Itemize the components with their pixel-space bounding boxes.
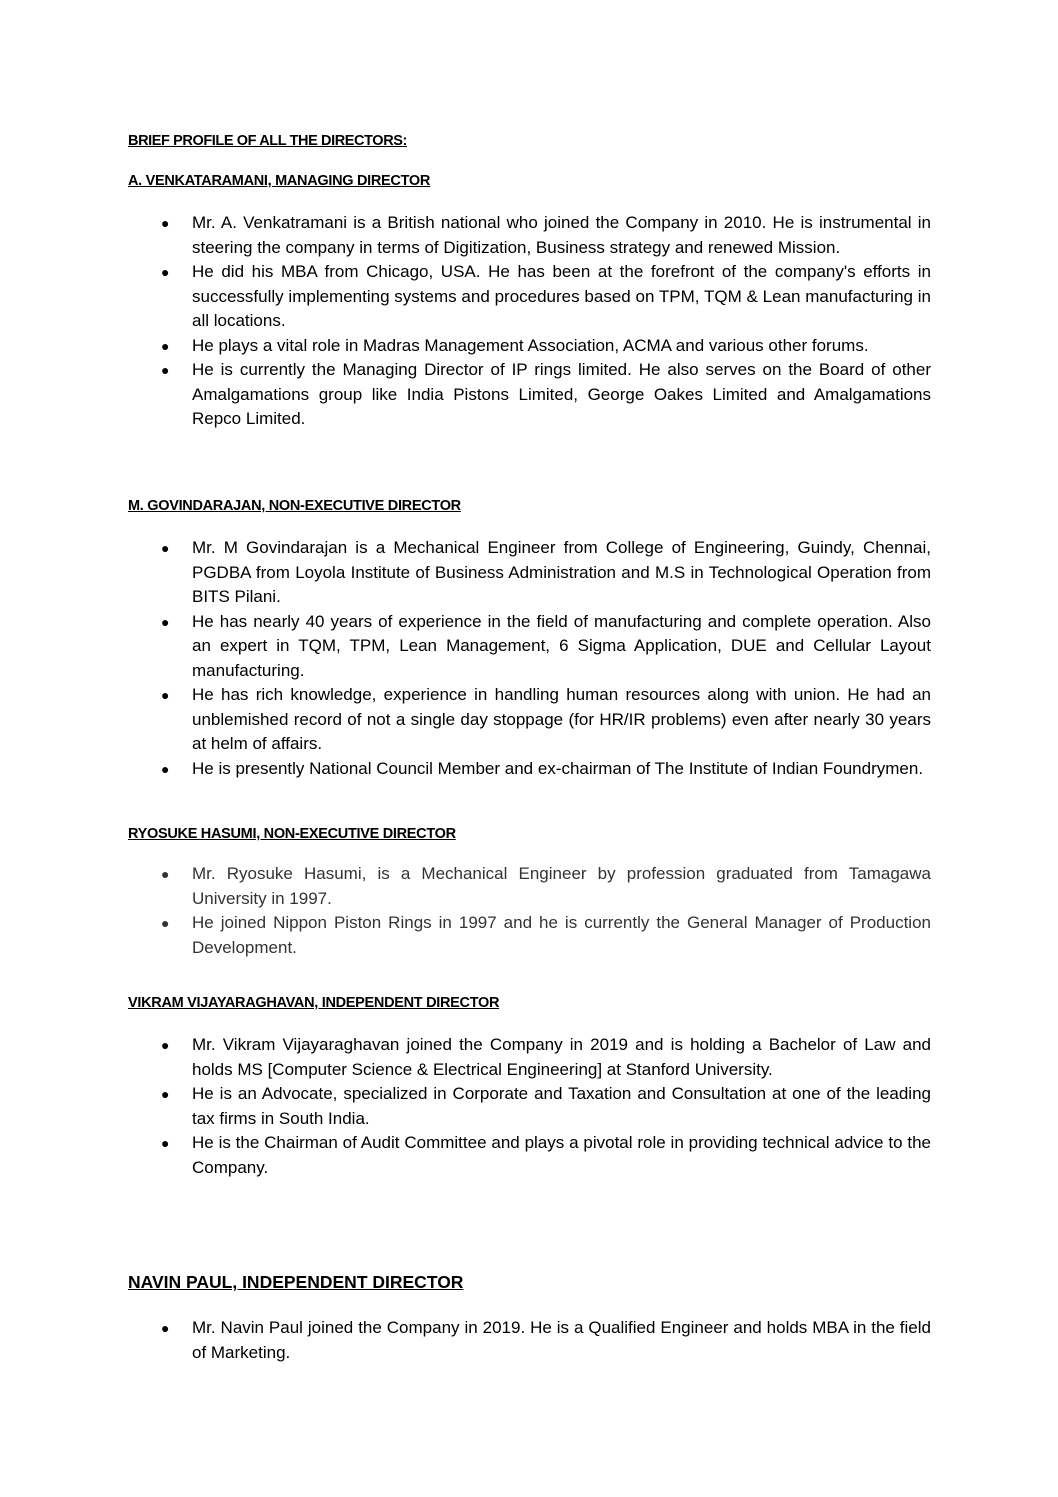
list-item (128, 211, 931, 260)
bullet-icon: ● (161, 540, 170, 556)
bullet-icon: ● (161, 337, 170, 354)
list-item-text: He is an Advocate, specialized in Corporate and Taxation and Consultation at one of the leading tax firms in South India. (192, 1084, 931, 1128)
director-section-hasumi (128, 826, 931, 960)
section-title: VIKRAM VIJAYARAGHAVAN, INDEPENDENT DIRECTOR (128, 995, 500, 1011)
list-item-text: He has nearly 40 years of experience in the field of manufacturing and complete operation. Also an expert in TQM, TPM, Lean Management, 6 Sigma Application, DUE and Cellular Layout manufacturing. (192, 611, 931, 680)
list-item (128, 911, 931, 960)
bullet-icon: ● (161, 1086, 170, 1102)
section-title: RYOSUKE HASUMI, NON-EXECUTIVE DIRECTOR (128, 826, 456, 842)
list-item-text: Mr. M Govindarajan is a Mechanical Engineer from College of Engineering, Guindy, Chennai, PGDBA from Loyola Institute of Business Administration and M.S in Technological Operation from BITS Pilani. (192, 538, 931, 606)
section-title: M. GOVINDARAJAN, NON-EXECUTIVE DIRECTOR (128, 498, 461, 514)
list-item (128, 1131, 931, 1180)
list-item-text: He is currently the Managing Director of IP rings limited. He also serves on the Board of other Amalgamations group like India Pistons Limited, George Oakes Limited and Amalgamations Repco Limited. (192, 360, 931, 428)
list-item-text: Mr. Vikram Vijayaraghavan joined the Company in 2019 and is holding a Bachelor of Law and holds MS [Computer Science & Electrical Engineering] at Stanford University. (192, 1035, 931, 1079)
bullet-icon: ● (161, 1135, 170, 1151)
bullet-icon: ● (161, 1037, 170, 1053)
bullet-list (128, 211, 931, 432)
list-item (128, 862, 931, 911)
list-item-text: He did his MBA from Chicago, USA. He has been at the forefront of the company's efforts in successfully implementing systems and procedures based on TPM, TQM & Lean manufacturing in all locations. (192, 262, 931, 330)
list-item-text: Mr. A. Venkatramani is a British national who joined the Company in 2010. He is instrumental in steering the company in terms of Digitization, Business strategy and renewed Mission. (192, 213, 931, 257)
bullet-icon: ● (161, 866, 170, 882)
bullet-icon: ● (161, 215, 170, 231)
list-item (128, 1082, 931, 1131)
list-item (128, 610, 931, 684)
page-title: BRIEF PROFILE OF ALL THE DIRECTORS: (128, 133, 407, 149)
list-item (128, 757, 931, 782)
director-section-vijayaraghavan (128, 995, 931, 1180)
bullet-list (128, 862, 931, 960)
bullet-list (128, 1316, 931, 1365)
list-item-text: Mr. Navin Paul joined the Company in 2019. He is a Qualified Engineer and holds MBA in the field of Marketing. (192, 1318, 931, 1362)
list-item (128, 1316, 931, 1365)
list-item (128, 536, 931, 610)
list-item-text: He is the Chairman of Audit Committee and plays a pivotal role in providing technical advice to the Company. (192, 1133, 931, 1177)
list-item (128, 683, 931, 757)
list-item-text: He has rich knowledge, experience in handling human resources along with union. He had an unblemished record of not a single day stoppage (for HR/IR problems) even after nearly 30 years at helm of affairs. (192, 685, 931, 753)
bullet-icon: ● (161, 915, 170, 931)
list-item (128, 260, 931, 334)
list-item (128, 334, 931, 359)
bullet-list (128, 1033, 931, 1180)
bullet-icon: ● (161, 687, 170, 703)
list-item (128, 358, 931, 432)
section-title: A. VENKATARAMANI, MANAGING DIRECTOR (128, 173, 431, 189)
bullet-icon: ● (161, 1320, 170, 1336)
list-item-text: He plays a vital role in Madras Management Association, ACMA and various other forums. (192, 335, 869, 355)
director-section-govindarajan (128, 498, 931, 781)
section-title: NAVIN PAUL, INDEPENDENT DIRECTOR (128, 1272, 464, 1292)
bullet-icon: ● (161, 613, 170, 630)
list-item-text: He is presently National Council Member and ex-chairman of The Institute of Indian Foundrymen. (192, 758, 924, 778)
director-section-venkataramani (128, 173, 931, 432)
list-item (128, 1033, 931, 1082)
bullet-list (128, 536, 931, 781)
bullet-icon: ● (161, 760, 170, 777)
bullet-icon: ● (161, 264, 170, 280)
director-section-paul (128, 1272, 931, 1365)
list-item-text: He joined Nippon Piston Rings in 1997 and he is currently the General Manager of Production Development. (192, 913, 931, 957)
list-item-text: Mr. Ryosuke Hasumi, is a Mechanical Engineer by profession graduated from Tamagawa University in 1997. (192, 864, 931, 908)
bullet-icon: ● (161, 362, 170, 378)
